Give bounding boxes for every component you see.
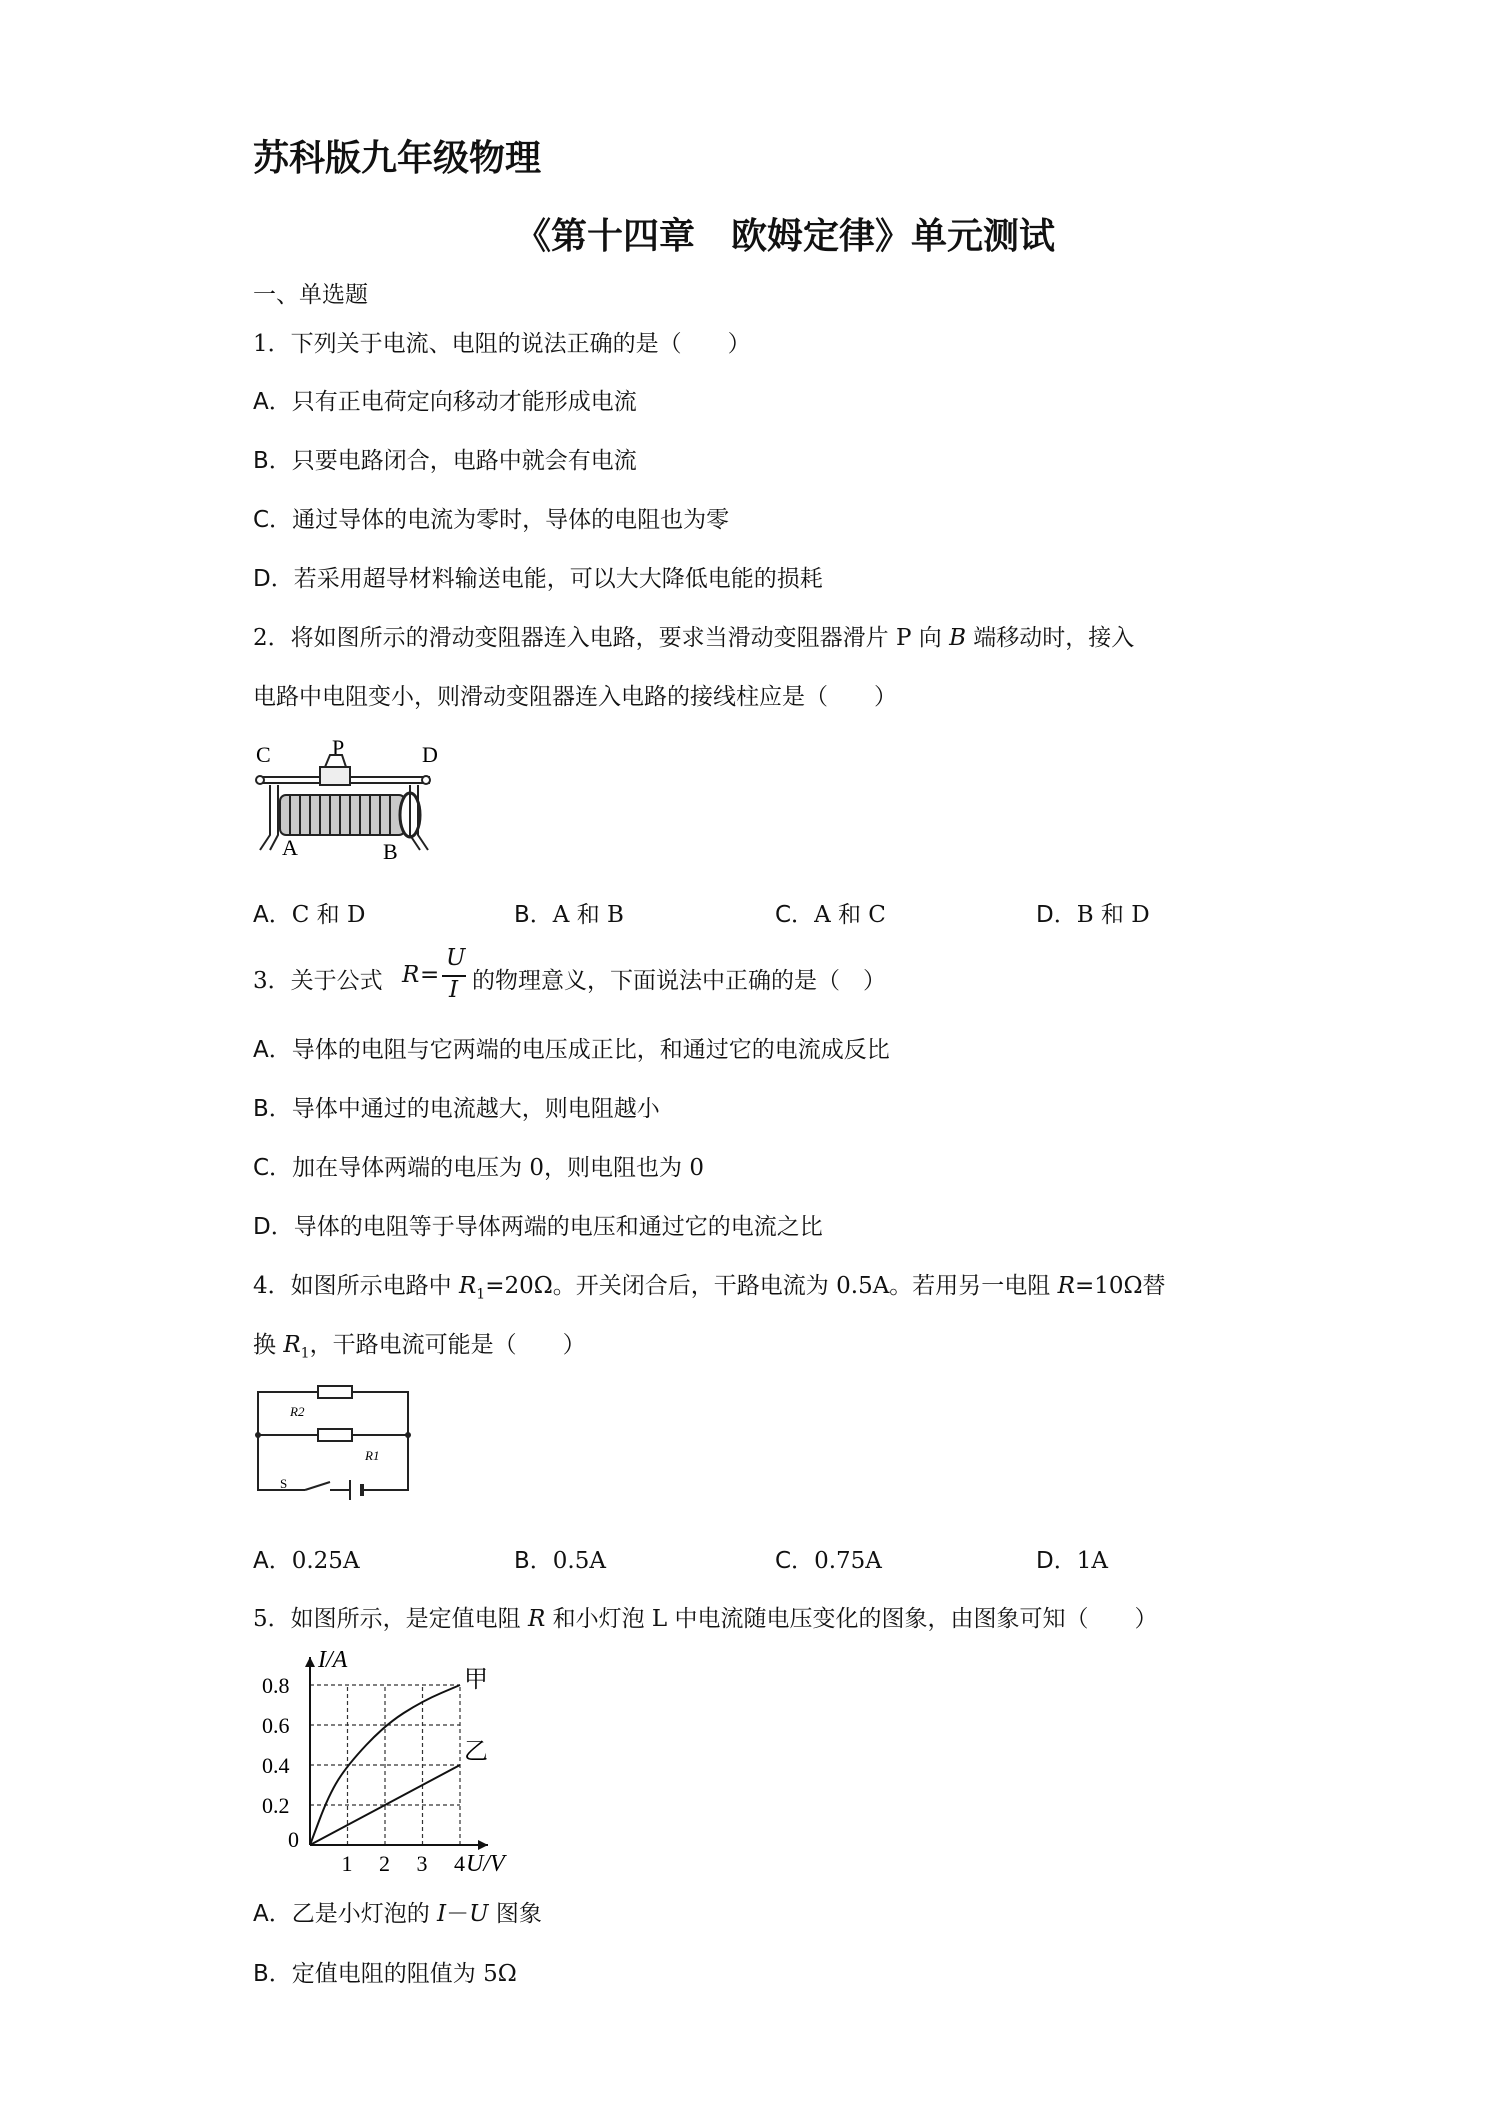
- option-label: D．: [253, 566, 294, 592]
- terminal-a-label: A: [282, 835, 298, 860]
- question-1-stem: [253, 325, 751, 358]
- option-4a: [253, 1542, 360, 1575]
- doc-title: 《第十四章 欧姆定律》单元测试: [515, 216, 1056, 257]
- option-label: D．: [253, 1214, 294, 1240]
- option-text: 0.75A: [814, 1548, 882, 1574]
- option-2b: [514, 896, 624, 929]
- series-label: 乙: [464, 1739, 488, 1765]
- option-label: C．: [253, 507, 293, 533]
- y-tick-label: 0.8: [262, 1673, 290, 1698]
- option-text: 0.25A: [291, 1548, 360, 1574]
- question-3-stem-rest: 的物理意义，下面说法中正确的是（ ）: [472, 968, 886, 994]
- question-2-stem-line1: [253, 619, 1134, 652]
- option-3a: [253, 1031, 890, 1064]
- option-2c: [775, 896, 886, 929]
- series-label: 甲: [464, 1667, 488, 1693]
- option-5b: [253, 1955, 517, 1988]
- option-text: 若采用超导材料输送电能，可以大大降低电能的损耗: [293, 566, 823, 592]
- option-1b: [253, 442, 637, 475]
- option-text: 导体的电阻与它两端的电压成正比，和通过它的电流成反比: [291, 1037, 890, 1063]
- question-number: 3．: [253, 968, 291, 994]
- option-label: D．: [1036, 902, 1077, 928]
- question-text: =10Ω替: [1074, 1273, 1166, 1299]
- option-1a: [253, 383, 637, 416]
- question-text: 和小灯泡 L 中电流随电压变化的图象，由图象可知（ ）: [545, 1606, 1158, 1632]
- y-tick-label: 0.2: [262, 1793, 290, 1818]
- option-label: C．: [775, 1548, 815, 1574]
- option-label: B．: [514, 1548, 553, 1574]
- doc-subtitle: 苏科版九年级物理: [253, 138, 542, 179]
- option-label: C．: [775, 902, 815, 928]
- option-text: A 和 C: [814, 902, 886, 928]
- option-label: B．: [253, 448, 292, 474]
- option-text: A 和 B: [552, 902, 624, 928]
- question-text: 如图所示，是定值电阻: [290, 1606, 528, 1632]
- option-3d: [253, 1208, 823, 1241]
- option-text: 加在导体两端的电压为 0，则电阻也为 0: [292, 1155, 704, 1181]
- option-1c: [253, 501, 729, 534]
- subscript-1: 1: [300, 1345, 310, 1362]
- option-3b: [253, 1090, 660, 1123]
- x-axis-arrow: [478, 1840, 488, 1850]
- question-3-stem: [253, 962, 383, 995]
- variable-r1: R: [283, 1332, 301, 1358]
- question-text: 下列关于电流、电阻的说法正确的是（ ）: [290, 331, 751, 357]
- resistor-r2: [318, 1386, 352, 1398]
- y-tick-label: 0: [288, 1827, 299, 1852]
- option-label: B．: [253, 1096, 292, 1122]
- question-text: ，干路电流可能是（ ）: [309, 1332, 586, 1358]
- option-label: A．: [253, 902, 292, 928]
- option-text: 导体中通过的电流越大，则电阻越小: [291, 1096, 660, 1122]
- formula-lhs: R: [402, 962, 420, 988]
- terminal-b-label: B: [383, 839, 398, 864]
- r2-label: R2: [290, 1404, 305, 1419]
- question-number: 2．: [253, 625, 291, 651]
- formula-denominator: I: [449, 977, 459, 1003]
- question-2-stem-line2: 电路中电阻变小，则滑动变阻器连入电路的接线柱应是（ ）: [253, 684, 897, 710]
- option-4b: [514, 1542, 606, 1575]
- y-tick-label: 0.4: [262, 1753, 290, 1778]
- subscript-1: 1: [476, 1286, 486, 1303]
- x-tick-label: 3: [416, 1851, 428, 1876]
- question-text: 将如图所示的滑动变阻器连入电路，要求当滑动变阻器滑片 P 向: [290, 625, 950, 651]
- variable-u: U: [469, 1901, 489, 1927]
- terminal-c-label: C: [256, 742, 271, 767]
- option-2a: [253, 896, 365, 929]
- dash: －: [446, 1901, 470, 1927]
- variable-i: I: [437, 1901, 447, 1927]
- iu-chart: [250, 1645, 505, 1885]
- x-axis-label: U/V: [466, 1851, 505, 1877]
- variable-b: B: [949, 625, 966, 651]
- option-text: 定值电阻的阻值为 5Ω: [291, 1961, 517, 1987]
- option-text: 乙是小灯泡的: [291, 1901, 438, 1927]
- option-label: B．: [514, 902, 553, 928]
- terminal-d-label: D: [422, 742, 438, 767]
- option-text: 只要电路闭合，电路中就会有电流: [291, 448, 637, 474]
- variable-r: R: [527, 1606, 546, 1632]
- x-tick-label: 2: [379, 1851, 390, 1876]
- formula-equals: =: [420, 962, 440, 988]
- variable-r1: R: [458, 1273, 477, 1299]
- option-text: 通过导体的电流为零时，导体的电阻也为零: [292, 507, 730, 533]
- question-number: 1．: [253, 331, 291, 357]
- formula-numerator: U: [446, 945, 466, 971]
- question-number: 4．: [253, 1273, 291, 1299]
- option-label: A．: [253, 1901, 292, 1927]
- junction-left: [255, 1432, 261, 1438]
- question-text: 端移动时，接入: [965, 625, 1135, 651]
- slider-p-label: P: [332, 735, 345, 760]
- option-text: 1A: [1076, 1548, 1108, 1574]
- option-text: 导体的电阻等于导体两端的电压和通过它的电流之比: [293, 1214, 823, 1240]
- rheostat-figure: [250, 735, 450, 865]
- switch-s: [305, 1482, 330, 1490]
- r1-label: R1: [365, 1448, 380, 1463]
- option-4c: [775, 1542, 882, 1575]
- option-5a: [253, 1895, 542, 1928]
- question-number: 5．: [253, 1606, 291, 1632]
- circuit-figure: [250, 1380, 425, 1500]
- question-text: 如图所示电路中: [290, 1273, 459, 1299]
- option-label: A．: [253, 389, 292, 415]
- junction-right: [405, 1432, 411, 1438]
- option-2d: [1036, 896, 1150, 929]
- y-axis-label: I/A: [318, 1647, 348, 1673]
- option-1d: [253, 560, 823, 593]
- option-text: 只有正电荷定向移动才能形成电流: [291, 389, 637, 415]
- option-text: 图象: [488, 1901, 542, 1927]
- option-label: A．: [253, 1037, 292, 1063]
- question-text: =20Ω。开关闭合后，干路电流为 0.5A。若用另一电阻: [485, 1273, 1058, 1299]
- option-4d: [1036, 1542, 1108, 1575]
- option-label: C．: [253, 1155, 293, 1181]
- option-text: C 和 D: [291, 902, 366, 928]
- question-4-stem-line1: [253, 1267, 1166, 1303]
- option-label: A．: [253, 1548, 292, 1574]
- variable-r: R: [1057, 1273, 1075, 1299]
- section-heading: 一、单选题: [253, 282, 368, 308]
- y-tick-label: 0.6: [262, 1713, 290, 1738]
- option-label: B．: [253, 1961, 292, 1987]
- option-text: B 和 D: [1076, 902, 1150, 928]
- question-4-stem-line2: [253, 1326, 586, 1362]
- resistor-r1: [318, 1429, 352, 1441]
- option-text: 0.5A: [552, 1548, 606, 1574]
- option-label: D．: [1036, 1548, 1077, 1574]
- x-tick-label: 4: [454, 1851, 465, 1876]
- question-5-stem: [253, 1600, 1158, 1633]
- x-tick-label: 1: [341, 1851, 353, 1876]
- option-3c: [253, 1149, 704, 1182]
- switch-label: S: [280, 1476, 288, 1491]
- y-axis-arrow: [305, 1657, 315, 1667]
- question-text: 关于公式: [290, 968, 383, 994]
- question-text: 换: [253, 1332, 284, 1358]
